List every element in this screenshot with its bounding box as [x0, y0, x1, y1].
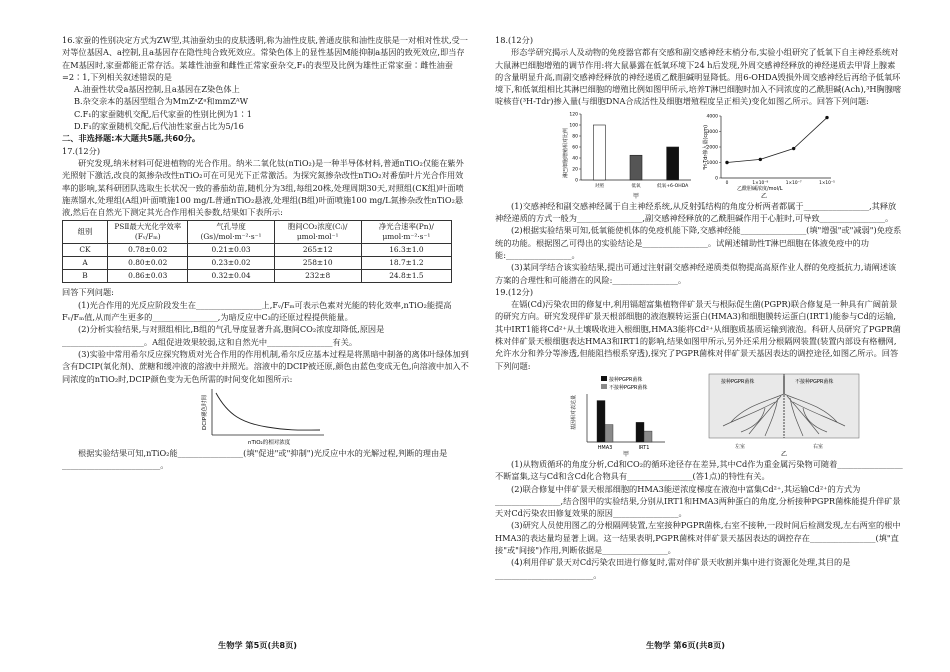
- y-tick-label: 100: [569, 123, 578, 129]
- q17-head: 17.(12分): [62, 145, 101, 156]
- data-point: [825, 116, 828, 119]
- table-header: 胞间CO₂浓度(Cᵢ)/μmol·mol⁻¹: [274, 221, 361, 244]
- graph-xlabel: nTiO₂的相对浓度: [248, 439, 291, 446]
- q16-stem: 16.家蚕的性别决定方式为ZW型,其油蚕幼虫的皮肤透明,称为油性皮肤,普通皮肤和油性皮肤是一对相对性状,受一对等位基因A、a控制,且a基因存在隐性纯合致死效应。常染色体上的显性基因M能抑制a基因的致死效应,即当存在M基因时,家蚕都能正常存活。某雄性油蚕和雌性正常家蚕杂交,F₁的表型及比例为雄性正常家蚕∶雌性油蚕=2∶1,下列相关叙述错误的是: [62, 35, 468, 82]
- dcip-curve: [216, 393, 320, 430]
- q18-sub2: (2)根据实验结果可知,低氧能使机体的免疫机能下降,交感神经能________________(填"增强"或"减弱")免疫系统的功能。根据图乙可得出的实验结论是________________。试阐述辅助性T淋巴细胞在体液免疫中的功能:________________。: [495, 225, 902, 260]
- y-tick-label: 120: [569, 112, 578, 118]
- x-category-label: HMA3: [597, 444, 613, 451]
- legend-label-not-inoculated: 不接种PGPR菌株: [609, 384, 648, 391]
- table-header: 净光合速率(Pn)/μmol·m⁻²·s⁻¹: [361, 221, 451, 244]
- table-cell: B: [63, 270, 108, 283]
- q19-intro: 在镉(Cd)污染农田的修复中,利用镉超富集植物伴矿景天与根际促生菌(PGPR)联合修复是一种具有广阔前景的研究方向。研究发现伴矿景天根部细胞的液泡膜转运蛋白(HMA3)和细胞膜转运蛋白(IRT1)能参与Cd的运输,其中IRT1能将Cd²⁺从土壤吸收进入根细胞,HMA3能将Cd²⁺从细胞质基质运输到液泡。科研人员研究了PGPR菌株对伴矿景天根细胞表达HMA3和IRT1的影响,结果如图甲所示,另外还采用分根隔网装置(装置内部设有格栅网,允许水分和养分等渗透,但能阻挡根系穿透),探究了PGPR菌株对伴矿景天基因表达的调控途径,如图乙所示。回答下列问题:: [495, 299, 901, 371]
- table-cell: 0.86±0.03: [108, 270, 188, 283]
- left-page: [62, 34, 470, 471]
- apparatus-right-chamber: 右室: [813, 443, 824, 450]
- data-point: [725, 161, 728, 164]
- line-chart-xlabel: 乙酰胆碱浓度/mol/L: [737, 185, 783, 192]
- table-cell: 265±12: [274, 244, 361, 257]
- table-header: 组别: [63, 221, 108, 244]
- legend-swatch-inoculated: [601, 376, 607, 381]
- dcip-curve-graph: [62, 385, 470, 447]
- x-tick-label: 1×10⁻⁹: [752, 180, 769, 186]
- q19-sub1: (1)从物质循环的角度分析,Cd和CO₂的循环途径存在差异,其中Cd作为重金属污染物可随着________________不断富集,这与Cd和含Cd化合物具有________________(答1点)的特性有关。: [495, 458, 903, 482]
- legend-swatch-not-inoculated: [601, 384, 607, 389]
- q16-option-d: D.F₁的家蚕随机交配,后代油性家蚕占比为5/16: [74, 121, 244, 132]
- bar-chart-ylabel: 淋巴细胞增殖相对比例: [563, 127, 569, 178]
- right-page: [495, 34, 903, 581]
- q19-bar-caption: 甲: [623, 450, 630, 458]
- bar: [597, 400, 605, 441]
- bar: [630, 155, 642, 180]
- apparatus-label-right: 不接种PGPR菌株: [795, 378, 834, 385]
- y-tick-label: 2000: [706, 145, 718, 151]
- right-footer: 生物学 第6页(共8页): [646, 640, 726, 650]
- bar: [667, 147, 679, 180]
- legend-label-inoculated: 接种PGPR菌株: [609, 376, 643, 383]
- q18-line-chart: [702, 113, 835, 199]
- table-cell: A: [63, 257, 108, 270]
- x-category-label: IRT1: [638, 444, 650, 451]
- q17-sub3: (3)实验中常用希尔反应探究物质对光合作用的作用机制,希尔反应基本过程是将黑暗中制备的离体叶绿体加到含有DCIP(氧化剂)、蔗糖和缓冲液的溶液中并照光。溶液中的DCIP被还原,颜色由蓝色变成无色,向溶液中加入不同浓度的nTiO₂时,DCIP颜色变为无色所需的时间变化如图所示:: [62, 348, 469, 384]
- q17-intro: 研究发现,纳米材料可促进植物的光合作用。纳米二氧化钛(nTiO₂)是一种半导体材料,普通nTiO₂仅能在紫外光照射下激活,改良的氮掺杂改性nTiO₂可在可见光下正常激活。为探究氮掺杂改性nTiO₂对番茄叶片光合作用效率的影响,某科研团队选取生长状况一致的番茄幼苗,随机分为3组,每组20株,处理周期30天,对照组(CK组)叶面喷施蒸馏水,处理组(A组)叶面喷施100 mg/L普通nTiO₂悬液,处理组(B组)叶面喷施100 mg/L氮掺杂改性nTiO₂悬液,然后在自然光下测定其光合作用相关参数,结果如下表所示:: [62, 157, 464, 218]
- apparatus-caption: 乙: [781, 450, 788, 458]
- q18-head: 18.(12分): [495, 35, 534, 45]
- data-point: [792, 147, 795, 150]
- q19-head: 19.(12分): [495, 286, 534, 297]
- q17-table: [62, 220, 452, 283]
- table-cell: 24.8±1.5: [361, 270, 451, 283]
- table-cell: 0.23±0.02: [188, 257, 274, 270]
- q17-sub2: (2)分析实验结果,与对照组相比,B组的气孔导度显著升高,胞间CO₂浓度却降低,原因是____________________。A组促进效果较弱,这和自然光中________________有关。: [62, 324, 385, 347]
- bar-chart-caption: 甲: [633, 192, 640, 200]
- y-tick-label: 0: [715, 176, 718, 182]
- y-tick-label: 3000: [706, 129, 718, 135]
- table-row: [63, 244, 452, 257]
- table-cell: 0.21±0.03: [188, 244, 274, 257]
- y-tick-label: 1000: [706, 160, 718, 166]
- section-title: 二、非选择题:本大题共5题,共60分。: [62, 133, 201, 144]
- bar: [605, 424, 613, 441]
- q18-bar-chart: [562, 111, 691, 199]
- y-tick-label: 80: [572, 134, 578, 140]
- q17-answer-intro: 回答下列问题:: [62, 287, 114, 298]
- table-cell: 232±8: [274, 270, 361, 283]
- y-tick-label: 0: [575, 178, 578, 184]
- table-cell: CK: [63, 244, 108, 257]
- table-cell: 258±10: [274, 257, 361, 270]
- q17-sub3-tail: 根据实验结果可知,nTiO₂能________________(填"促进"或"抑制")光反应中水的光解过程,判断的理由是________________________。: [62, 447, 448, 471]
- x-category-label: 低氧+6-OHDA: [657, 183, 689, 189]
- q19-bar-ylabel: 基因相对表达量: [571, 394, 577, 430]
- table-cell: 0.78±0.02: [108, 244, 188, 257]
- q19-bar-chart: [570, 376, 665, 458]
- table-row: [63, 257, 452, 270]
- x-tick-label: 1×10⁻⁵: [819, 180, 835, 186]
- line-chart-caption: 乙: [761, 192, 768, 200]
- apparatus-label-left: 接种PGPR菌株: [721, 378, 755, 385]
- line-chart-ylabel: ³H-Tdr掺入量(cpm): [703, 124, 709, 170]
- q18-sub3: (3)某同学结合该实验结果,提出可通过注射副交感神经递质类似物提高高原作业人群的免疫抵抗力,请阐述该方案的合理性和可能潜在的风险:________________。: [495, 262, 897, 285]
- q19-figures: [495, 372, 903, 458]
- q19-sub4: (4)利用伴矿景天对Cd污染农田进行修复时,需对伴矿景天收割并集中进行资源化处理,其目的是________________________。: [495, 557, 851, 580]
- q18-figures: [495, 108, 903, 200]
- left-footer: 生物学 第5页(共8页): [218, 640, 298, 650]
- table-cell: 0.80±0.02: [108, 257, 188, 270]
- series-line: [727, 117, 827, 162]
- y-tick-label: 20: [572, 167, 578, 173]
- q18-sub1: (1)交感神经和副交感神经属于自主神经系统,从反射弧结构的角度分析两者都属于________________,其释放神经递质的方式一般为________________,副交感神经释放的乙酰胆碱作用于心脏时,可导致________________。: [495, 200, 897, 224]
- q19-sub2: (2)联合修复中伴矿景天根部细胞的HMA3能逆浓度梯度在液泡中富集Cd²⁺,其运输Cd²⁺的方式为________________,结合图甲的实验结果,分别从IRT1和HMA3两种蛋白的角度,分析接种PGPR菌株能提升伴矿景天对Cd污染农田修复效果的原因________________。: [495, 483, 901, 519]
- y-tick-label: 60: [572, 145, 578, 151]
- table-header: 气孔导度(Gs)/mol·m⁻²·s⁻¹: [188, 221, 274, 244]
- q19-sub3: (3)研究人员使用图乙的分根隔网装置,左室接种PGPR菌株,右室不接种,一段时间后检测发现,左右两室的根中HMA3的表达量均显著上调。这一结果表明,PGPR菌株对伴矿景天基因表达的调控存在________________(填"直接"或"间接")作用,判断依据是________________。: [495, 520, 901, 556]
- bar: [593, 125, 605, 180]
- x-category-label: 对照: [594, 183, 604, 189]
- x-category-label: 低氧: [631, 183, 641, 189]
- y-tick-label: 40: [572, 156, 578, 162]
- table-cell: 0.32±0.04: [188, 270, 274, 283]
- bar: [636, 422, 644, 442]
- apparatus-left-chamber: 左室: [735, 443, 746, 450]
- table-cell: 18.7±1.2: [361, 257, 451, 270]
- x-tick-label: 0: [725, 180, 729, 186]
- y-tick-label: 4000: [706, 114, 718, 120]
- q16-option-a: A.油蚕性状受a基因控制,且a基因在Z染色体上: [74, 84, 240, 95]
- table-header: PSⅡ最大光化学效率(Fᵥ/Fₘ): [108, 221, 188, 244]
- graph-ylabel: DCIP褪色时间: [202, 394, 208, 430]
- x-tick-label: 1×10⁻⁷: [785, 180, 802, 186]
- split-root-apparatus: [709, 374, 859, 458]
- data-point: [759, 157, 762, 160]
- table-cell: 16.3±1.0: [361, 244, 451, 257]
- q18-intro: 形态学研究揭示人及动物的免疫器官都有交感和副交感神经末梢分布,实验小组研究了低氧下自主神经系统对大鼠淋巴细胞增殖的调节作用:将大鼠暴露在低氧环境下24 h后发现,外周交感神经释放的神经递质去甲肾上腺素的含量明显升高,而副交感神经释放的神经递质乙酰胆碱明显降低。用6-OHDA毁损外周交感神经后再给予低氧环境下,和低氧组相比其淋巴细胞的增殖比例如图甲所示,培养T淋巴细胞时加入不同浓度的乙酰胆碱(Ach),³H胸腺嘧啶核苷(³H-Tdr)掺入量(与细胞DNA合成活性及细胞增殖程度呈正相关)变化如图乙所示。回答下列问题:: [495, 47, 902, 107]
- bar: [644, 431, 652, 442]
- q16-option-b: B.杂交亲本的基因型组合为MmZᵃZᵃ和mmZᴬW: [74, 96, 249, 107]
- q16-option-c: C.F₁的家蚕随机交配,后代家蚕的性别比例为1∶1: [74, 108, 252, 119]
- table-row: [63, 270, 452, 283]
- q17-sub1: (1)光合作用的光反应阶段发生在________________上,Fᵥ/Fₘ可表示色素对光能的转化效率,nTiO₂能提高Fᵥ/Fₘ值,从而产生更多的________________,为暗反应中C₃的还原过程提供能量。: [62, 299, 452, 323]
